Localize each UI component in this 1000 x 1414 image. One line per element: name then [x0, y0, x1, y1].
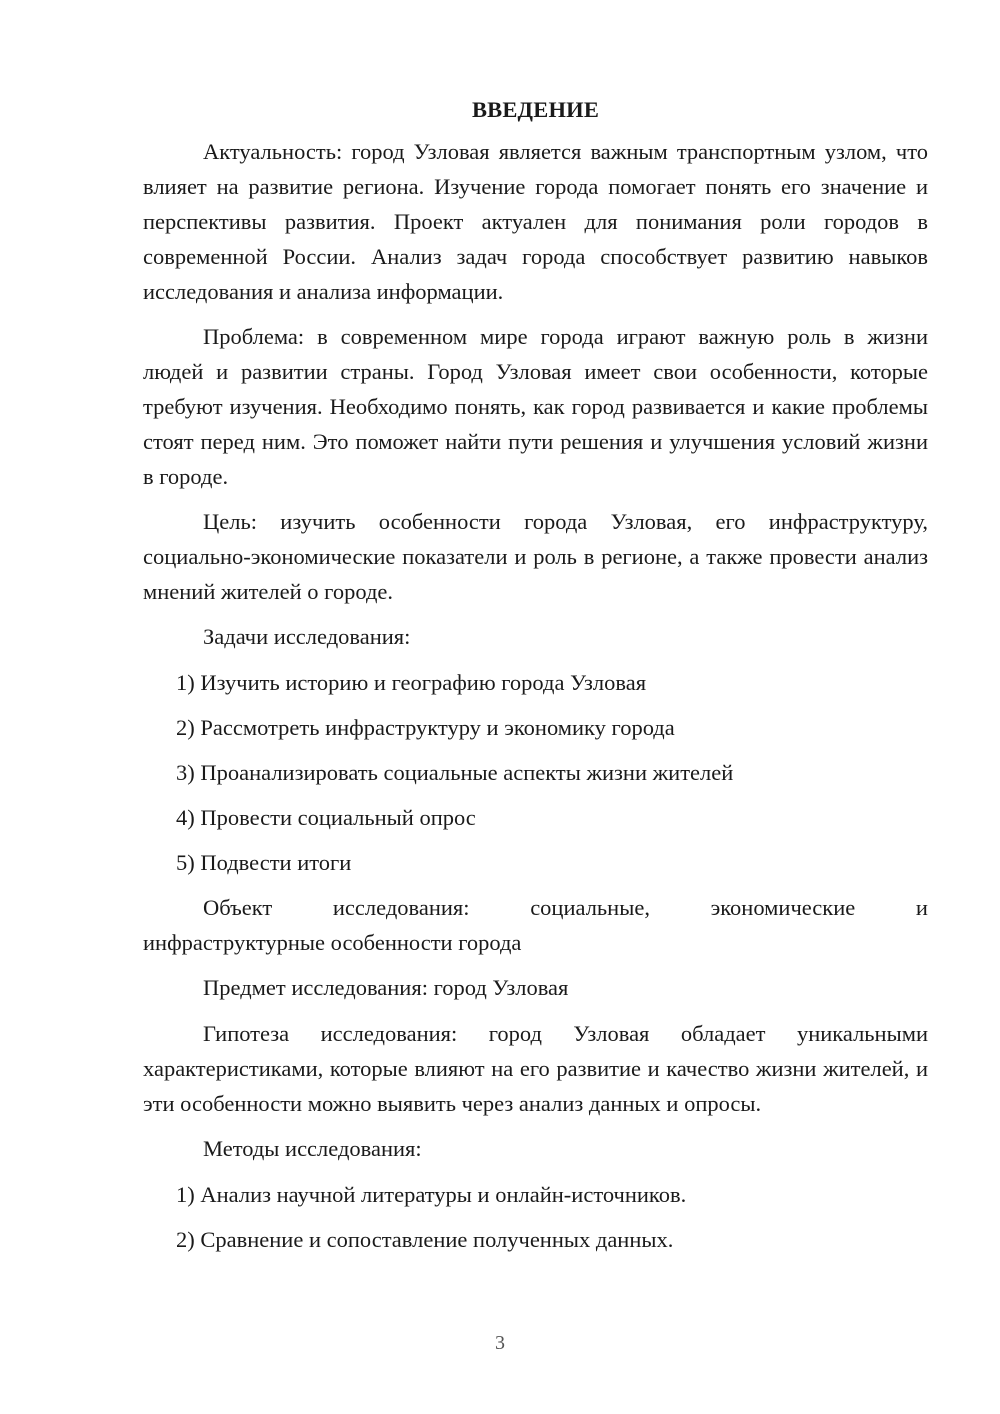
object-word: исследования:	[332, 895, 470, 920]
object-word: Объект	[203, 895, 273, 920]
methods-list	[143, 1177, 928, 1257]
list-item: 1) Анализ научной литературы и онлайн-источников.	[176, 1182, 687, 1207]
object-word: экономические	[710, 895, 856, 920]
goal-paragraph: Цель: изучить особенности города Узловая, его инфраструктуру, социально-экономические показатели и роль в регионе, а также провести анализ мнений жителей о городе.	[143, 509, 928, 604]
object-continuation: инфраструктурные особенности города	[143, 930, 522, 955]
subject-paragraph: Предмет исследования: город Узловая	[203, 975, 569, 1000]
object-word: и	[915, 895, 928, 920]
document-page	[143, 90, 928, 1267]
page-number: 3	[495, 1332, 505, 1354]
hypothesis-paragraph: Гипотеза исследования: город Узловая обладает уникальными характеристиками, которые влияют на его развитие и качество жизни жителей, и эти особенности можно выявить через анализ данных и опросы.	[143, 1021, 928, 1116]
tasks-list	[143, 665, 928, 880]
object-word: социальные,	[530, 895, 650, 920]
list-item: 1) Изучить историю и географию города Узловая	[176, 670, 647, 695]
relevance-paragraph: Актуальность: город Узловая является важным транспортным узлом, что влияет на развитие региона. Изучение города помогает понять его значение и перспективы развития. Проект актуален для понимания роли городов в современной России. Анализ задач города способствует развитию навыков исследования и анализа информации.	[143, 139, 928, 304]
problem-paragraph: Проблема: в современном мире города играют важную роль в жизни людей и развитии страны. Город Узловая имеет свои особенности, которые требуют изучения. Необходимо понять, как город развивается и какие проблемы стоят перед ним. Это поможет найти пути решения и улучшения условий жизни в городе.	[143, 324, 928, 489]
list-item: 5) Подвести итоги	[176, 850, 352, 875]
methods-label: Методы исследования:	[203, 1136, 422, 1161]
list-item: 4) Провести социальный опрос	[176, 805, 476, 830]
list-item: 3) Проанализировать социальные аспекты жизни жителей	[176, 760, 734, 785]
object-first-line	[143, 890, 928, 925]
list-item: 2) Рассмотреть инфраструктуру и экономику города	[176, 715, 675, 740]
tasks-label: Задачи исследования:	[203, 624, 411, 649]
object-paragraph	[143, 890, 928, 960]
page-title: ВВЕДЕНИЕ	[471, 97, 600, 122]
list-item: 2) Сравнение и сопоставление полученных данных.	[176, 1227, 674, 1252]
